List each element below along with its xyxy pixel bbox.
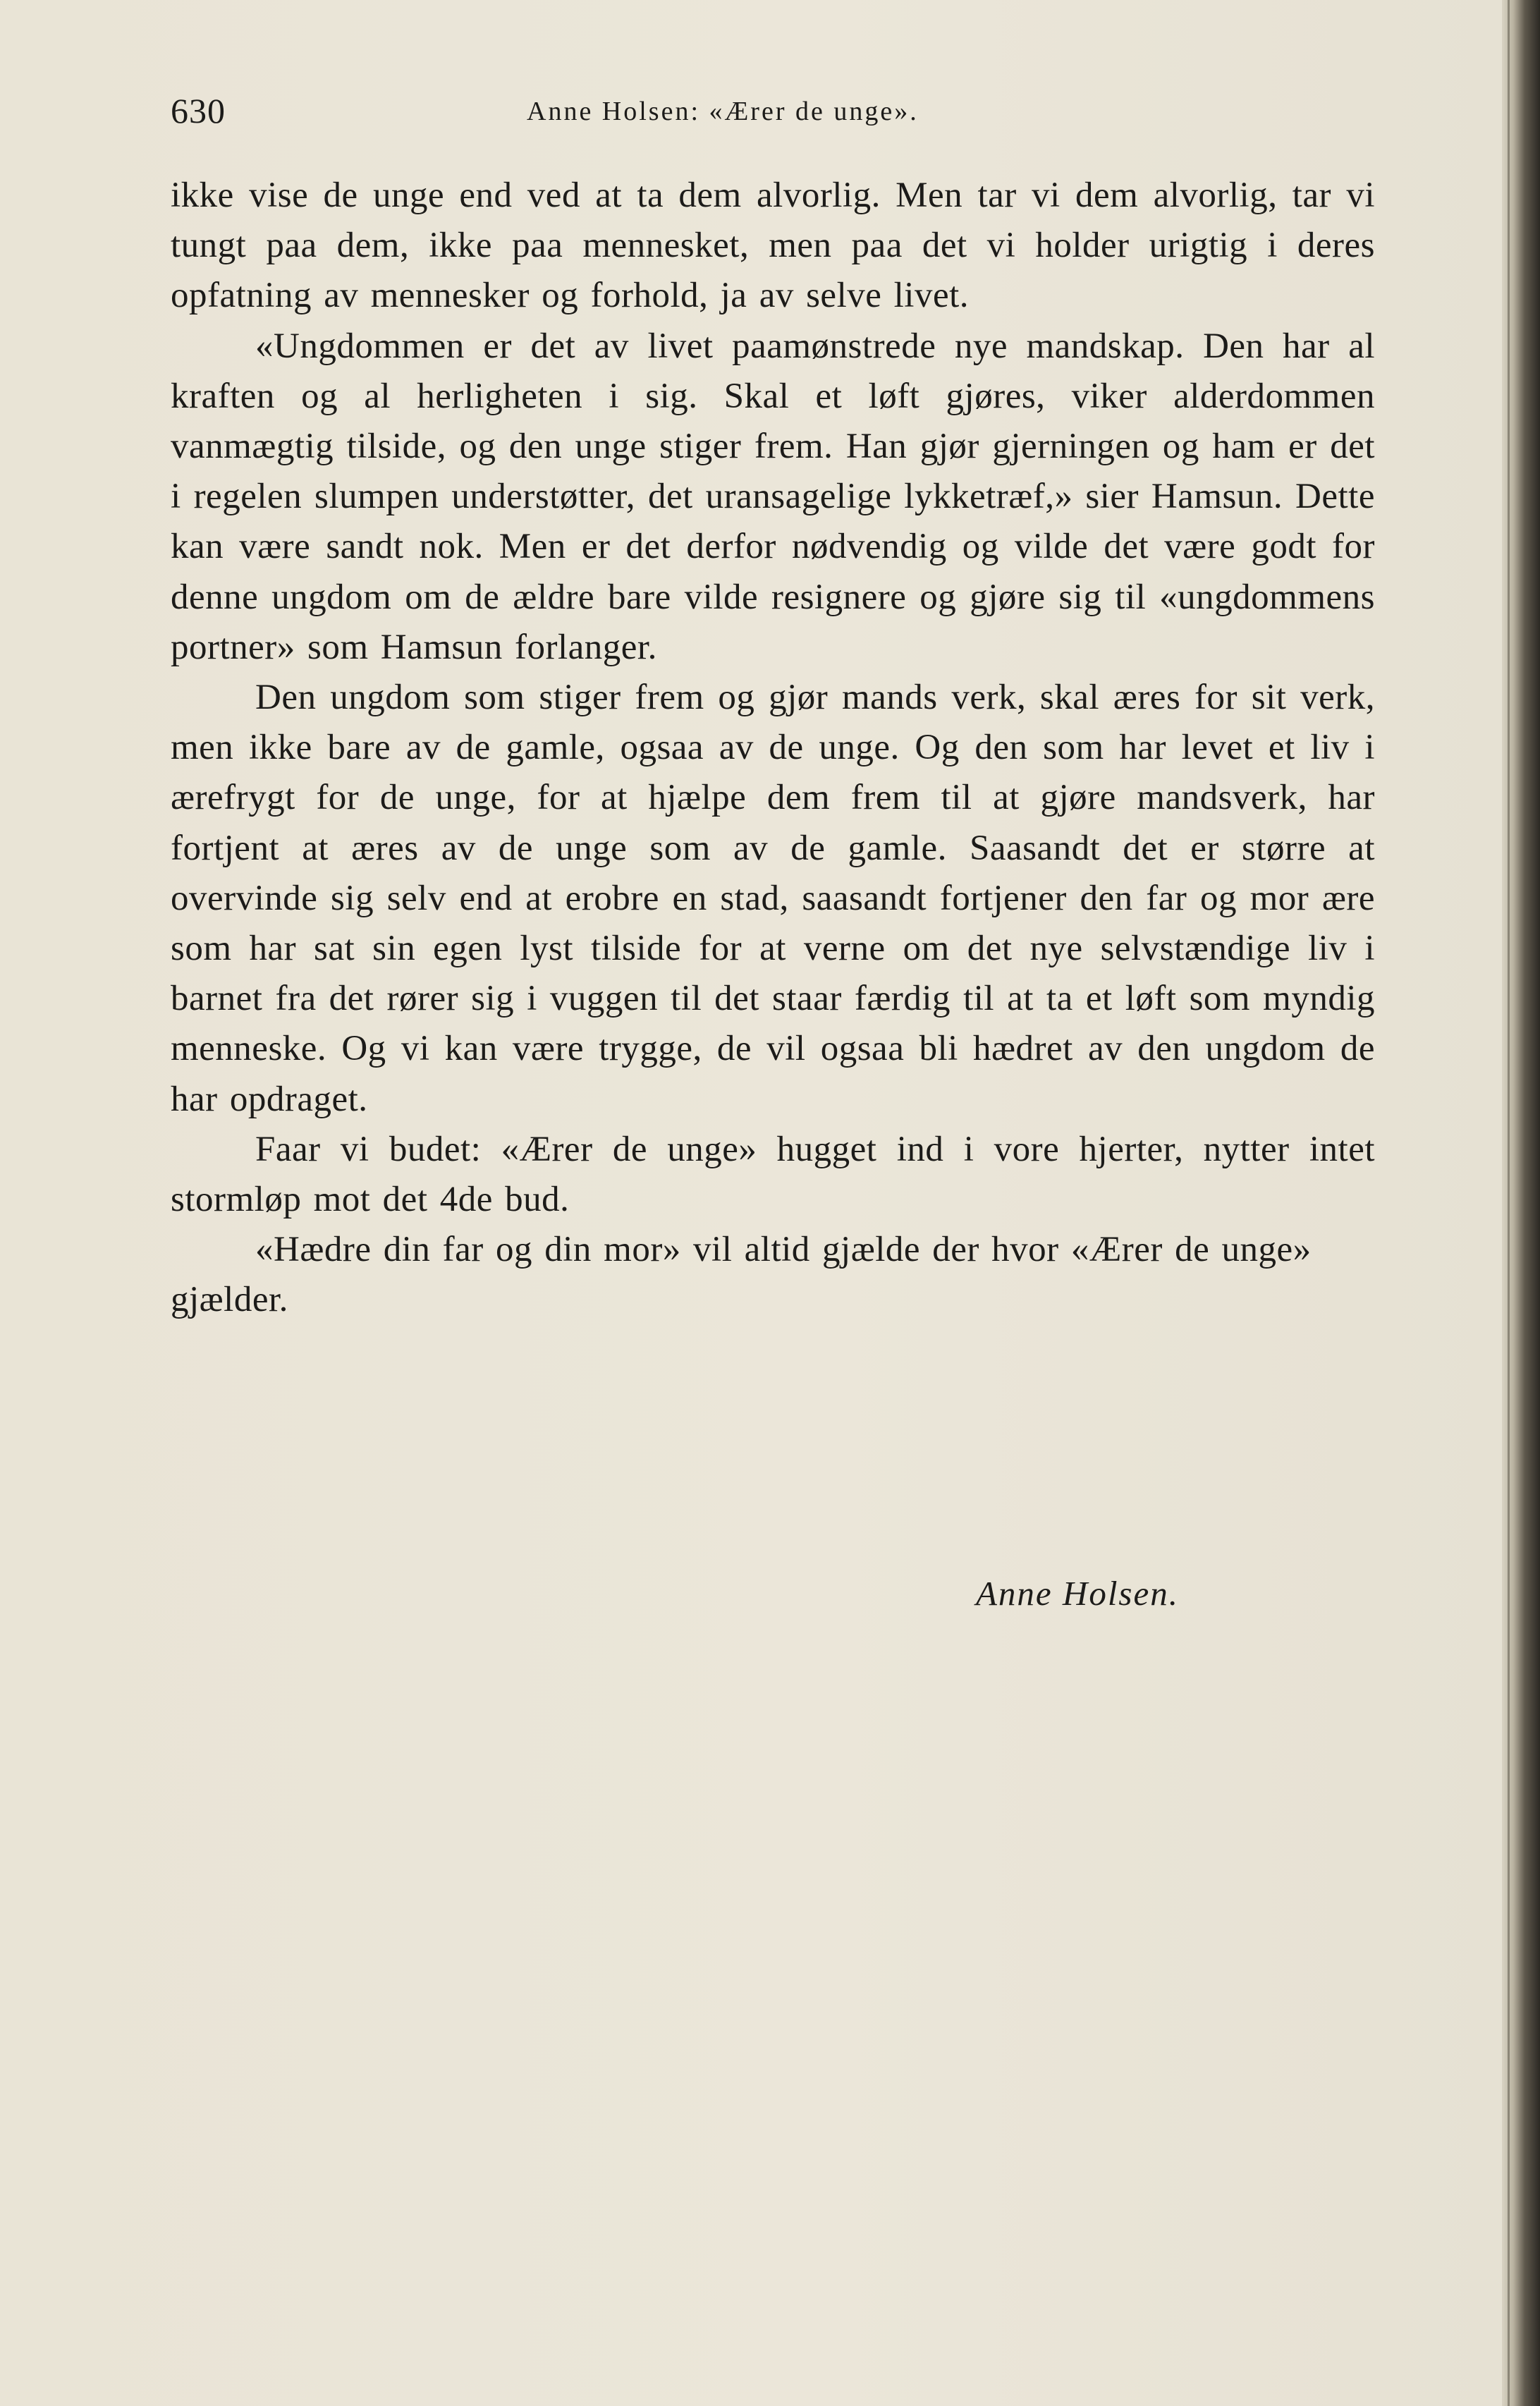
- paragraph-1: ikke vise de unge end ved at ta dem alvorlig. Men tar vi dem alvorlig, tar vi tungt paa dem, ikke paa mennesket, men paa det vi holder urigtig i deres opfatning av mennesker og forhold, ja av selve livet.: [171, 176, 1375, 316]
- page-header: [171, 90, 1369, 140]
- author-signature: Anne Holsen.: [976, 1574, 1179, 1613]
- body-text: [171, 171, 1375, 1326]
- paragraph-2: «Ungdommen er det av livet paamønstrede nye mandskap. Den har al kraften og al herligheten i sig. Skal et løft gjøres, viker alderdommen vanmægtig tilside, og den unge stiger frem. Han gjør gjerningen og ham er det i regelen slumpen understøtter, det uransagelige lykketræf,» sier Hamsun. Dette kan være sandt nok. Men er det derfor nødvendig og vilde det være godt for denne ungdom om de ældre bare vilde resignere og gjøre sig til «ungdommens portner» som Hamsun forlanger.: [171, 326, 1375, 667]
- page-edge-shadow: [1502, 0, 1540, 2406]
- paragraph-4: Faar vi budet: «Ærer de unge» hugget ind i vore hjerter, nytter intet stormløp mot det 4de bud.: [171, 1129, 1375, 1220]
- paragraph-3: Den ungdom som stiger frem og gjør mands verk, skal æres for sit verk, men ikke bare av de gamle, ogsaa av de unge. Og den som har levet et liv i ærefrygt for de unge, for at hjælpe dem frem til at gjøre mandsverk, har fortjent at æres av de unge som av de gamle. Saasandt det er større at overvinde sig selv end at erobre en stad, saasandt fortjener den far og mor ære som har sat sin egen lyst tilside for at verne om det nye selvstændige liv i barnet fra det rører sig i vuggen til det staar færdig til at ta et løft som myndig menneske. Og vi kan være trygge, de vil ogsaa bli hædret av den ungdom de har opdraget.: [171, 678, 1375, 1119]
- paragraph-5: «Hædre din far og din mor» vil altid gjælde der hvor «Ærer de unge» gjælder.: [171, 1230, 1312, 1320]
- running-title: Anne Holsen: «Ærer de unge».: [527, 97, 919, 126]
- page-number: 630: [171, 91, 226, 130]
